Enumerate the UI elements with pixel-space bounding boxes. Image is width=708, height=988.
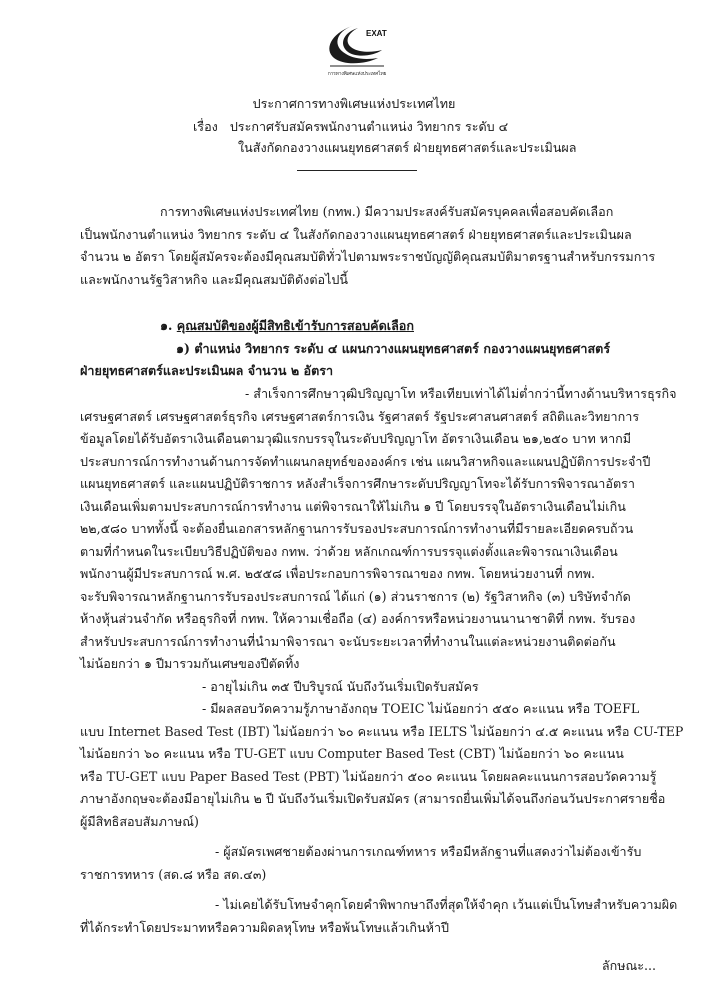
body-line: เงินเดือนเพิ่มตามประสบการณ์การทำงาน แต่พิจารณาให้ไม่เกิน ๑ ปี โดยบรรจุในอัตราเงินเดือนไม่เกิน: [80, 498, 626, 514]
subject-line: [193, 119, 508, 135]
section-1: [80, 315, 660, 383]
body-line: เศรษฐศาสตร์ เศรษฐศาสตร์ธุรกิจ เศรษฐศาสตร์การเงิน รัฐศาสตร์ รัฐประศาสนศาสตร์ สถิติและวิทยาการ: [80, 408, 640, 424]
subject-line-2: ในสังกัดกองวางแผนยุทธศาสตร์ ฝ่ายยุทธศาสตร์และประเมินผล: [238, 140, 577, 155]
position-line-2: ฝ่ายยุทธศาสตร์และประเมินผล จำนวน ๒ อัตรา: [80, 363, 334, 378]
intro-line: เป็นพนักงานตำแหน่ง วิทยากร ระดับ ๔ ในสังกัดกองวางแผนยุทธศาสตร์ ฝ่ายยุทธศาสตร์และประเมินผล: [80, 226, 632, 242]
body-line: ราชการทหาร (สด.๘ หรือ สด.๔๓): [80, 866, 267, 882]
intro-line: การทางพิเศษแห่งประเทศไทย (กทพ.) มีความประสงค์รับสมัครบุคคลเพื่อสอบคัดเลือก: [160, 204, 614, 219]
body-line: จะรับพิจารณาหลักฐานการรับรองประสบการณ์ ได้แก่ (๑) ส่วนราชการ (๒) รัฐวิสาหกิจ (๓) บริษัทจำกัด: [80, 588, 631, 604]
subject-text: ประกาศรับสมัครพนักงานตำแหน่ง วิทยากร ระดับ ๔: [229, 119, 509, 134]
body-line: - อายุไม่เกิน ๓๕ ปีบริบูรณ์ นับถึงวันเริ่มเปิดรับสมัคร: [202, 678, 479, 694]
intro-line: จำนวน ๒ อัตรา โดยผู้สมัครจะต้องมีคุณสมบัติทั่วไปตามพระราชบัญญัติคุณสมบัติมาตรฐานสำหรับกรรมการ: [80, 249, 656, 264]
body-line: ประสบการณ์การทำงานด้านการจัดทำแผนกลยุทธ์ขององค์กร เช่น แผนวิสาหกิจและแผนปฏิบัติการประจำปี: [80, 453, 651, 469]
road-logo-icon: [322, 20, 392, 70]
body-line: สำหรับประสบการณ์การทำงานที่นำมาพิจารณา จะนับระยะเวลาที่ทำงานในแต่ละหน่วยงานติดต่อกัน: [80, 633, 616, 649]
logo-caption: การทางพิเศษแห่งประเทศไทย: [327, 71, 387, 77]
logo-brand: EXAT: [366, 29, 387, 38]
body-line: พนักงานผู้มีประสบการณ์ พ.ศ. ๒๕๕๘ เพื่อประกอบการพิจารณาของ กทพ. โดยหน่วยงานที่ กทพ.: [80, 566, 596, 581]
body-line: แผนยุทธศาสตร์ และแผนปฏิบัติราชการ หลังสำเร็จการศึกษาระดับปริญญาโทจะได้รับการพิจารณาอัตรา: [80, 476, 635, 491]
body-line: - สำเร็จการศึกษาวุฒิปริญญาโท หรือเทียบเท่าได้ไม่ต่ำกว่านี้ทางด้านบริหารธุรกิจ: [245, 386, 677, 401]
body-line: ภาษาอังกฤษจะต้องมีอายุไม่เกิน ๒ ปี นับถึงวันเริ่มเปิดรับสมัคร (สามารถยื่นเพิ่มได้จนถึงก่อนวันประกาศรายชื่อ: [80, 791, 666, 806]
position-line: ๑) ตำแหน่ง วิทยากร ระดับ ๔ แผนกวางแผนยุทธศาสตร์ กองวางแผนยุทธศาสตร์: [176, 340, 611, 356]
body-line: ห้างหุ้นส่วนจำกัด หรือธุรกิจที่ กทพ. ให้ความเชื่อถือ (๔) องค์การหรือหน่วยงานนานาชาติที่ กทพ. รับรอง: [80, 611, 636, 626]
section-title: คุณสมบัติของผู้มีสิทธิเข้ารับการสอบคัดเลือก: [176, 318, 414, 333]
body-line: - ผู้สมัครเพศชายต้องผ่านการเกณฑ์ทหาร หรือมีหลักฐานที่แสดงว่าไม่ต้องเข้ารับ: [215, 844, 642, 859]
body-line: - ไม่เคยได้รับโทษจำคุกโดยคำพิพากษาถึงที่สุดให้จำคุก เว้นแต่เป็นโทษสำหรับความผิด: [215, 897, 678, 912]
continued-marker: ลักษณะ...: [601, 958, 656, 973]
section-heading: [100, 315, 660, 338]
body-line: ๒๒,๕๘๐ บาททั้งนี้ จะต้องยื่นเอกสารหลักฐานการรับรองประสบการณ์การทำงานที่มีรายละเอียดครบถ้วน: [80, 521, 634, 536]
body-line: หรือ TU-GET แบบ Paper Based Test (PBT) ไม่น้อยกว่า ๕๐๐ คะแนน โดยผลคะแนนการสอบวัดความรู้: [80, 768, 657, 784]
announcement-title: ประกาศการทางพิเศษแห่งประเทศไทย: [252, 96, 456, 111]
qualification-body: [80, 383, 684, 939]
body-line: ข้อมูลโดยได้รับอัตราเงินเดือนตามวุฒิแรกบรรจุในระดับปริญญาโท อัตราเงินเดือน ๒๑,๒๕๐ บาท หากมี: [80, 431, 632, 446]
body-line: - มีผลสอบวัดความรู้ภาษาอังกฤษ TOEIC ไม่น้อยกว่า ๕๕๐ คะแนน หรือ TOEFL: [202, 701, 640, 716]
body-line: ที่ได้กระทำโดยประมาทหรือความผิดลหุโทษ หรือพ้นโทษแล้วเกินห้าปี: [80, 919, 450, 935]
body-line: ตามที่กำหนดในระเบียบวิธีปฏิบัติของ กทพ. ว่าด้วย หลักเกณฑ์การบรรจุแต่งตั้งและพิจารณาเงินเดือน: [80, 543, 618, 559]
exat-logo: [322, 20, 392, 78]
intro-paragraph: [80, 201, 660, 291]
subject-label: เรื่อง: [193, 119, 218, 134]
body-line: ไม่น้อยกว่า ๖๐ คะแนน หรือ TU-GET แบบ Computer Based Test (CBT) ไม่น้อยกว่า ๖๐ คะแนน: [80, 746, 624, 761]
intro-line: และพนักงานรัฐวิสาหกิจ และมีคุณสมบัติดังต่อไปนี้: [80, 271, 348, 287]
body-line: ผู้มีสิทธิสอบสัมภาษณ์): [80, 813, 199, 829]
body-line: แบบ Internet Based Test (IBT) ไม่น้อยกว่า ๖๐ คะแนน หรือ IELTS ไม่น้อยกว่า ๔.๕ คะแนน หรือ CU-TEP: [80, 723, 684, 739]
header-divider: [297, 170, 417, 171]
body-line: ไม่น้อยกว่า ๑ ปีมารวมกันเศษของปีตัดทิ้ง: [80, 656, 300, 671]
section-number: ๑.: [160, 318, 173, 333]
